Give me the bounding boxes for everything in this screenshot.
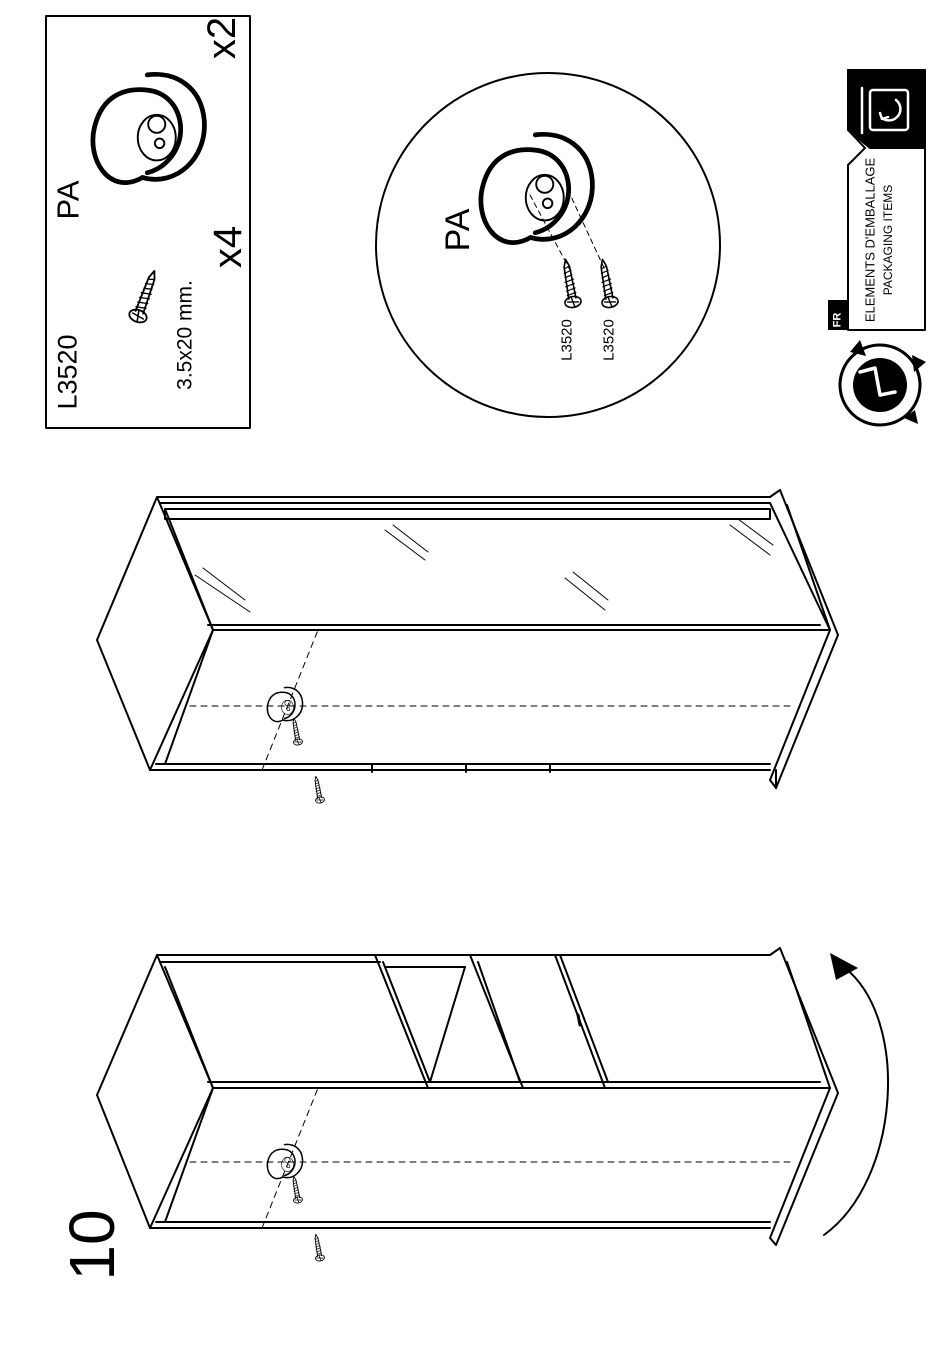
coat-hook-icon (93, 74, 205, 182)
screw-icon (311, 776, 325, 804)
country-code-label: FR (831, 312, 844, 328)
detail-screw-label: L3520 (600, 319, 618, 361)
hook-quantity-label: x2 (200, 16, 244, 60)
coat-hook-icon (267, 687, 302, 721)
cabinet-with-mirror (97, 490, 838, 804)
detail-screw-label: L3520 (558, 319, 576, 361)
screw-icon (311, 1234, 325, 1262)
hook-code-label: PA (50, 180, 86, 220)
screw-quantity-label: x4 (206, 225, 250, 269)
screw-icon (289, 718, 303, 746)
rotation-arrow-icon (824, 953, 888, 1235)
screw-icon (289, 1176, 303, 1204)
detail-hook-label: PA (439, 208, 477, 252)
screw-size-label: 3.5x20 mm. (173, 280, 197, 390)
screw-code-label: L3520 (52, 334, 83, 410)
screw-icon (558, 258, 582, 309)
packaging-label-fr: ELEMENTS D'EMBALLAGE (862, 157, 878, 323)
triman-recycling-icon (840, 340, 926, 425)
screw-icon (127, 268, 162, 325)
packaging-label-en: PACKAGING ITEMS (881, 184, 895, 296)
cabinet-open-shelves (97, 948, 838, 1262)
detail-circle (376, 73, 720, 417)
coat-hook-icon (481, 134, 593, 242)
step-number: 10 (56, 1209, 128, 1281)
screw-icon (595, 258, 619, 309)
